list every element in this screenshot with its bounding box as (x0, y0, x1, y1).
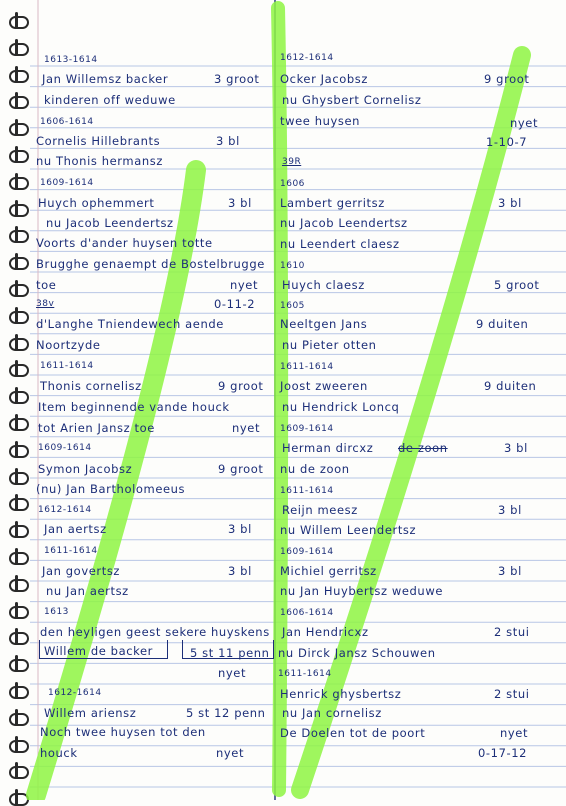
left-entry-name: Willem ariensz (44, 706, 137, 720)
folio-number: 39R (282, 157, 302, 167)
binder-hole (9, 43, 29, 56)
right-entry-value: 3 bl (504, 441, 528, 455)
right-entry-name: Reijn meesz (282, 503, 358, 517)
left-entry-name: Cornelis Hillebrants (36, 134, 161, 148)
right-year: 1609-1614 (280, 424, 334, 434)
binder-hole (9, 579, 29, 592)
binder-hole (9, 391, 29, 404)
left-entry-name: Willem de backer (44, 644, 153, 658)
left-year-1: 1613-1614 (44, 55, 98, 65)
right-entry-name: Herman dircxz (282, 441, 374, 455)
binder-hole (9, 552, 29, 565)
right-entry-name: Ocker Jacobsz (280, 72, 369, 86)
left-entry-name: Jan aertsz (44, 522, 107, 536)
left-subtotal: 0-11-2 (214, 297, 256, 311)
right-entry-name: Michiel gerritsz (280, 564, 377, 578)
right-year: 1606-1614 (280, 608, 334, 618)
left-successor: (nu) Jan Bartholomeeus (36, 482, 186, 496)
left-year: 1606-1614 (40, 117, 94, 127)
left-street-heading: Noortzyde (36, 338, 101, 352)
binder-hole (9, 177, 29, 190)
right-entry-name: Joost zweeren (280, 379, 368, 393)
right-entry-value: 5 groot (494, 278, 540, 292)
binder-hole (9, 713, 29, 726)
struck-text: de zoon (398, 441, 448, 455)
left-entry-value: 9 groot (218, 379, 264, 393)
left-entry-name: houck (40, 746, 78, 760)
binder-hole (9, 204, 29, 217)
binder-hole (9, 686, 29, 699)
binder-hole (9, 472, 29, 485)
right-entry-value: nyet (510, 116, 539, 130)
right-entry-name: twee huysen (280, 114, 361, 128)
left-entry-value: 5 st 12 penn (186, 706, 266, 720)
binder-hole (9, 498, 29, 511)
right-successor: nu de zoon (280, 462, 350, 476)
left-note: Brugghe genaempt de Bostelbrugge (36, 257, 265, 271)
left-note: Voorts d'ander huysen totte (36, 236, 213, 250)
binder-hole (9, 257, 29, 270)
left-successor: nu Jacob Leendertsz (46, 216, 174, 230)
binder-hole (9, 740, 29, 753)
bracket-box (182, 640, 274, 659)
left-note: den heyligen geest sekere huyskens (40, 625, 270, 639)
right-entry-value: 9 groot (484, 72, 530, 86)
right-entry-value: 9 duiten (476, 317, 529, 331)
right-entry-name: De Doelen tot de poort (280, 726, 426, 740)
binder-hole (9, 284, 29, 297)
right-year: 1611-1614 (280, 486, 334, 496)
binder-holes (0, 0, 40, 800)
left-entry-name: tot Arien Jansz toe (38, 421, 155, 435)
right-year: 1606 (280, 179, 305, 189)
binder-hole (9, 445, 29, 458)
right-entry-name: Lambert gerritsz (280, 196, 385, 210)
right-successor: nu Jan cornelisz (282, 706, 382, 720)
left-note: Item beginnende vande houck (38, 400, 230, 414)
binder-hole (9, 70, 29, 83)
binder-hole (9, 123, 29, 136)
binder-hole (9, 16, 29, 29)
binder-hole (9, 525, 29, 538)
left-street-heading: d'Langhe Tniendewech aende (36, 317, 224, 331)
left-entry-name: toe (36, 278, 57, 292)
left-entry-value: nyet (230, 278, 259, 292)
binder-hole (9, 418, 29, 431)
left-year: 1612-1614 (48, 688, 102, 698)
binder-hole (9, 311, 29, 324)
right-successor: nu Leendert claesz (280, 237, 400, 251)
left-successor: nu Jan aertsz (46, 584, 129, 598)
left-note: kinderen off weduwe (44, 93, 176, 107)
binder-hole (9, 230, 29, 243)
left-entry-value: 3 bl (228, 522, 252, 536)
left-entry-value: nyet (218, 666, 247, 680)
left-entry-name: Huych ophemmert (38, 196, 155, 210)
left-year: 1612-1614 (38, 505, 92, 515)
left-entry-value: 3 bl (228, 564, 252, 578)
right-year: 1610 (280, 261, 305, 271)
right-year: 1611-1614 (278, 669, 332, 679)
binder-hole (9, 150, 29, 163)
left-entry-value: 3 groot (214, 72, 260, 86)
right-subtotal: 1-10-7 (486, 135, 528, 149)
left-entry-name: Jan govertsz (42, 564, 121, 578)
left-year: 1609-1614 (40, 178, 94, 188)
right-entry-value: 2 stui (494, 625, 530, 639)
right-entry-value: 3 bl (498, 503, 522, 517)
binder-hole (9, 606, 29, 619)
left-entry-value: 9 groot (218, 462, 264, 476)
right-entry-value: 3 bl (498, 564, 522, 578)
left-entry-value: nyet (216, 746, 245, 760)
right-entry-value: 2 stui (494, 687, 530, 701)
right-entry-value: 9 duiten (484, 379, 537, 393)
left-year: 1611-1614 (44, 546, 98, 556)
right-successor: nu Jan Huybertsz weduwe (280, 584, 444, 598)
right-entry-name: Henrick ghysbertsz (280, 687, 402, 701)
folio-number: 38v (36, 299, 55, 309)
right-year: 1609-1614 (280, 547, 334, 557)
left-entry-value: 3 bl (216, 134, 240, 148)
left-successor: nu Thonis hermansz (36, 154, 163, 168)
right-entry-name: Neeltgen Jans (280, 317, 368, 331)
right-successor: nu Hendrick Loncq (282, 400, 400, 414)
right-year: 1612-1614 (280, 53, 334, 63)
left-year: 1613 (44, 607, 69, 617)
binder-hole (9, 96, 29, 109)
right-entry-value: nyet (500, 726, 529, 740)
binder-hole (9, 364, 29, 377)
binder-hole (9, 632, 29, 645)
binder-hole (9, 338, 29, 351)
binder-hole (9, 766, 29, 779)
left-entry-name: Jan Willemsz backer (42, 72, 169, 86)
left-entry-value: nyet (232, 421, 261, 435)
left-note: Noch twee huysen tot den (40, 725, 206, 739)
left-entry-value: 5 st 11 penn (190, 646, 270, 660)
binder-hole (9, 659, 29, 672)
bracket-box (39, 640, 168, 659)
right-entry-name: Huych claesz (282, 278, 365, 292)
left-entry-name: Symon Jacobsz (38, 462, 133, 476)
left-entry-name: Thonis cornelisz (40, 379, 142, 393)
left-entry-value: 3 bl (228, 196, 252, 210)
right-entry-name: Jan Hendricxz (282, 625, 369, 639)
right-successor: nu Willem Leendertsz (280, 523, 417, 537)
right-successor: nu Ghysbert Cornelisz (282, 93, 422, 107)
right-successor: nu Jacob Leendertsz (280, 216, 408, 230)
right-total: 0-17-12 (478, 746, 528, 760)
right-year: 1605 (280, 301, 305, 311)
left-year: 1611-1614 (40, 361, 94, 371)
right-entry-value: 3 bl (498, 196, 522, 210)
right-successor: nu Pieter otten (282, 338, 377, 352)
left-year: 1609-1614 (38, 443, 92, 453)
right-year: 1611-1614 (280, 362, 334, 372)
right-successor: nu Dirck Jansz Schouwen (278, 646, 436, 660)
